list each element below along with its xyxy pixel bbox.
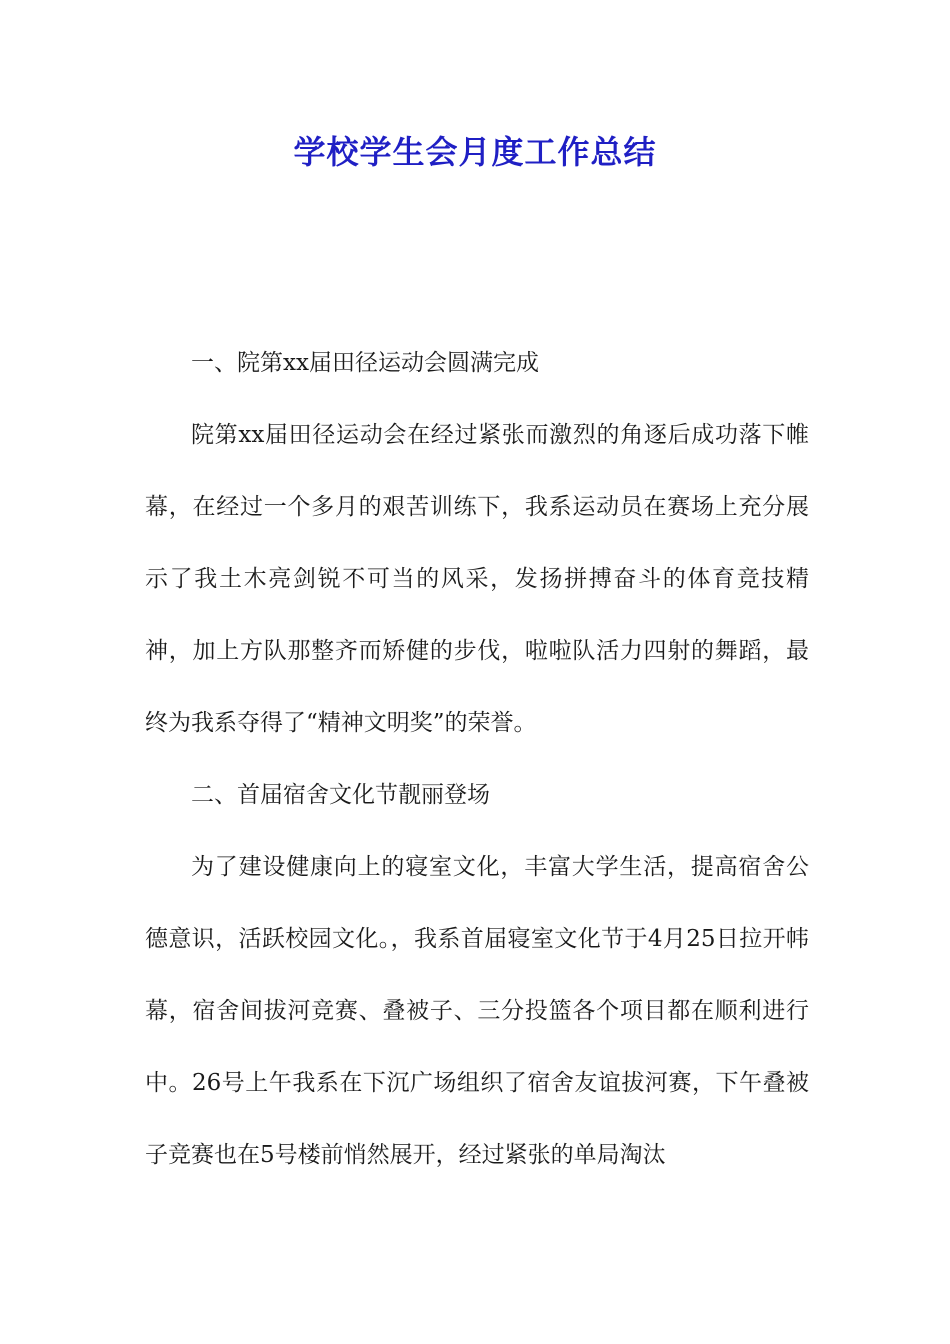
document-title: 学校学生会月度工作总结 xyxy=(293,133,657,171)
section-paragraph-2: 为了建设健康向上的寝室文化，丰富大学生活，提高宿舍公德意识，活跃校园文化。，我系首届寝室文化节于4月25日拉开帏幕，宿舍间拔河竞赛、叠被子、三分投篮各个项目都在顺利进行中。26号上午我系在下沉广场组织了宿舍友谊拔河赛，下午叠被子竞赛也在5号楼前悄然展开，经过紧张的单局淘汰 xyxy=(145,854,809,1168)
section-heading-1: 一、院第xx届田径运动会圆满完成 xyxy=(191,350,539,376)
section-paragraph-1: 院第xx届田径运动会在经过紧张而激烈的角逐后成功落下帷幕，在经过一个多月的艰苦训练下，我系运动员在赛场上充分展示了我土木亮剑锐不可当的风采，发扬拼搏奋斗的体育竞技精神，加上方队那整齐而矫健的步伐，啦啦队活力四射的舞蹈，最终为我系夺得了“精神文明奖”的荣誉。 xyxy=(145,422,809,736)
document-body xyxy=(145,327,809,1191)
section-heading-2: 二、首届宿舍文化节靓丽登场 xyxy=(191,782,490,808)
